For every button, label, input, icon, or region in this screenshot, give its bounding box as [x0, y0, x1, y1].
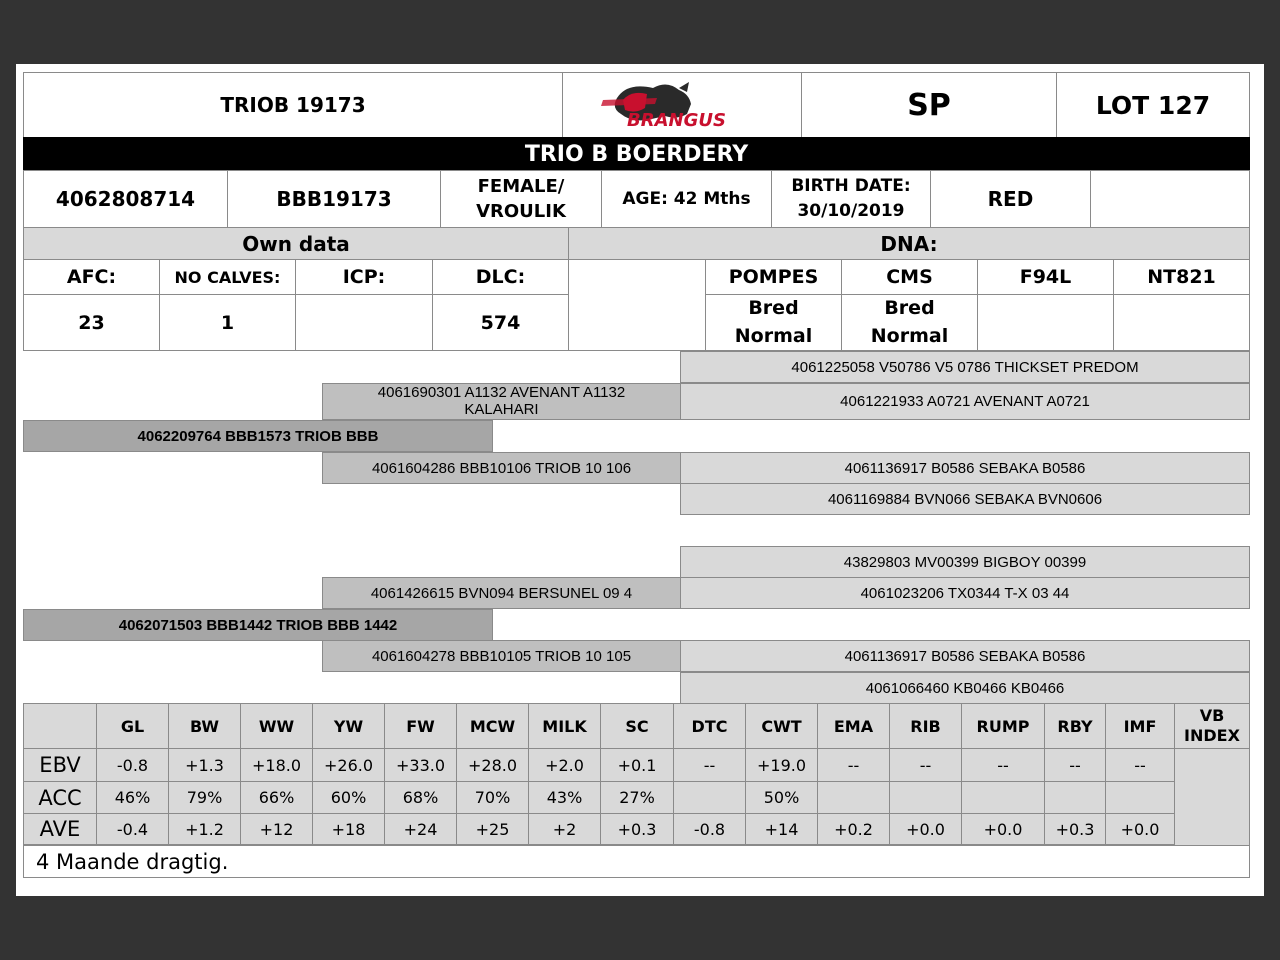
ebv-row-label: ACC — [23, 781, 97, 814]
ebv-cell: -- — [961, 748, 1045, 782]
ebv-cell: 27% — [600, 781, 674, 814]
own-data-title: Own data — [23, 227, 569, 260]
ebv-header-sc: SC — [600, 703, 674, 749]
birth-date-label: BIRTH DATE: — [791, 175, 911, 196]
ebv-corner — [23, 703, 97, 749]
no-calves-label: NO CALVES: — [159, 259, 296, 295]
pedigree-sire-sire: 4061690301 A1132 AVENANT A1132 KALAHARI — [322, 383, 681, 420]
vb-line1: VB — [1199, 706, 1225, 725]
ebv-cell: +0.1 — [600, 748, 674, 782]
comments: 4 Maande dragtig. — [23, 845, 1250, 878]
dna-blank — [568, 259, 706, 351]
ebv-cell: +1.3 — [168, 748, 241, 782]
ebv-header-rump: RUMP — [961, 703, 1045, 749]
birth-date-value: 30/10/2019 — [797, 201, 905, 221]
ebv-cell: -0.8 — [673, 813, 746, 845]
sex — [440, 170, 602, 228]
registration-number: 4062808714 — [23, 170, 228, 228]
ebv-cell: +33.0 — [384, 748, 457, 782]
ebv-cell: +2 — [528, 813, 601, 845]
ebv-header-cwt: CWT — [745, 703, 818, 749]
sex-line1: FEMALE/ — [477, 175, 565, 197]
ebv-header-ww: WW — [240, 703, 313, 749]
ebv-cell: +0.0 — [889, 813, 962, 845]
ebv-cell — [1044, 781, 1106, 814]
animal-id: TRIOB 19173 — [23, 72, 563, 138]
catalogue-card — [16, 64, 1264, 896]
ebv-header-bw: BW — [168, 703, 241, 749]
ebv-header-yw: YW — [312, 703, 385, 749]
ebv-header-milk: MILK — [528, 703, 601, 749]
brangus-logo — [562, 72, 802, 138]
vb-line2: INDEX — [1184, 726, 1240, 745]
ebv-cell: 50% — [745, 781, 818, 814]
sex-line2: VROULIK — [476, 201, 566, 222]
pedigree-sire: 4062209764 BBB1573 TRIOB BBB — [23, 420, 493, 452]
pedigree-sire-dam-sire: 4061136917 B0586 SEBAKA B0586 — [680, 452, 1250, 484]
ebv-header-fw: FW — [384, 703, 457, 749]
pedigree-sire-dam: 4061604286 BBB10106 TRIOB 10 106 — [322, 452, 681, 484]
ebv-cell: +12 — [240, 813, 313, 845]
ebv-cell: -- — [1105, 748, 1175, 782]
dna-value-line2: Normal — [870, 324, 949, 347]
colour: RED — [930, 170, 1091, 228]
dna-value-cms — [841, 294, 978, 351]
vb-index-header — [1174, 703, 1250, 749]
ebv-cell: +1.2 — [168, 813, 241, 845]
pedigree-sire-sire-dam: 4061221933 A0721 AVENANT A0721 — [680, 383, 1250, 420]
details-extra — [1090, 170, 1250, 228]
afc-value: 23 — [23, 294, 160, 351]
icp-label: ICP: — [295, 259, 433, 295]
lot-number: LOT 127 — [1056, 72, 1250, 138]
ebv-cell: -0.4 — [96, 813, 169, 845]
dna-title: DNA: — [568, 227, 1250, 260]
ebv-row-label: AVE — [23, 813, 97, 845]
icp-value — [295, 294, 433, 351]
ebv-cell: 43% — [528, 781, 601, 814]
ebv-cell: 79% — [168, 781, 241, 814]
ebv-cell — [961, 781, 1045, 814]
ebv-header-rby: RBY — [1044, 703, 1106, 749]
pedigree-dam-sire: 4061426615 BVN094 BERSUNEL 09 4 — [322, 577, 681, 609]
ebv-cell: +0.2 — [817, 813, 890, 845]
ebv-cell: 60% — [312, 781, 385, 814]
dna-label-pompes: POMPES — [705, 259, 842, 295]
dna-label-cms: CMS — [841, 259, 978, 295]
age: AGE: 42 Mths — [601, 170, 772, 228]
ebv-cell: +18 — [312, 813, 385, 845]
dna-value-line2: Normal — [734, 324, 813, 347]
dlc-value: 574 — [432, 294, 569, 351]
pedigree-sire-sire-sire: 4061225058 V50786 V5 0786 THICKSET PREDOM — [680, 351, 1250, 383]
birth-date — [771, 170, 931, 228]
ebv-header-mcw: MCW — [456, 703, 529, 749]
ebv-cell: +28.0 — [456, 748, 529, 782]
pedigree-dam-dam: 4061604278 BBB10105 TRIOB 10 105 — [322, 640, 681, 672]
pedigree-dam-dam-dam: 4061066460 KB0466 KB0466 — [680, 672, 1250, 704]
ebv-cell: 68% — [384, 781, 457, 814]
ebv-cell: +0.3 — [600, 813, 674, 845]
ebv-cell: +14 — [745, 813, 818, 845]
ebv-header-rib: RIB — [889, 703, 962, 749]
ebv-cell: +2.0 — [528, 748, 601, 782]
ebv-row-label: EBV — [23, 748, 97, 782]
ebv-cell: +26.0 — [312, 748, 385, 782]
ebv-cell: +19.0 — [745, 748, 818, 782]
ebv-cell — [673, 781, 746, 814]
pedigree-sire-dam-dam: 4061169884 BVN066 SEBAKA BVN0606 — [680, 483, 1250, 515]
ebv-cell: +24 — [384, 813, 457, 845]
ebv-cell: 66% — [240, 781, 313, 814]
ebv-cell: +0.3 — [1044, 813, 1106, 845]
svg-text:BRANGUS: BRANGUS — [627, 110, 726, 131]
ebv-cell: +0.0 — [961, 813, 1045, 845]
tag-number: BBB19173 — [227, 170, 441, 228]
breeder-banner: TRIO B BOERDERY — [23, 137, 1250, 171]
ebv-header-dtc: DTC — [673, 703, 746, 749]
dna-value-line1: Bred — [884, 296, 935, 319]
pedigree-dam-dam-sire: 4061136917 B0586 SEBAKA B0586 — [680, 640, 1250, 672]
ebv-cell — [817, 781, 890, 814]
ebv-cell: 70% — [456, 781, 529, 814]
ebv-header-imf: IMF — [1105, 703, 1175, 749]
ebv-header-gl: GL — [96, 703, 169, 749]
dna-value-f94l — [977, 294, 1114, 351]
pedigree-dam: 4062071503 BBB1442 TRIOB BBB 1442 — [23, 609, 493, 641]
ebv-cell — [889, 781, 962, 814]
dna-value-line1: Bred — [748, 296, 799, 319]
ebv-header-ema: EMA — [817, 703, 890, 749]
ebv-cell: -- — [817, 748, 890, 782]
ebv-cell: +0.0 — [1105, 813, 1175, 845]
ebv-cell: -- — [1044, 748, 1106, 782]
grade: SP — [801, 72, 1057, 138]
no-calves-value: 1 — [159, 294, 296, 351]
ebv-cell: +25 — [456, 813, 529, 845]
pedigree-dam-sire-dam: 4061023206 TX0344 T-X 03 44 — [680, 577, 1250, 609]
ebv-cell: +18.0 — [240, 748, 313, 782]
afc-label: AFC: — [23, 259, 160, 295]
ebv-cell: -0.8 — [96, 748, 169, 782]
ebv-cell: -- — [673, 748, 746, 782]
dlc-label: DLC: — [432, 259, 569, 295]
pedigree-dam-sire-sire: 43829803 MV00399 BIGBOY 00399 — [680, 546, 1250, 578]
dna-value-nt821 — [1113, 294, 1250, 351]
dna-value-pompes — [705, 294, 842, 351]
bull-logo-icon — [597, 76, 767, 134]
dna-label-nt821: NT821 — [1113, 259, 1250, 295]
ebv-cell: 46% — [96, 781, 169, 814]
dna-label-f94l: F94L — [977, 259, 1114, 295]
ebv-cell — [1105, 781, 1175, 814]
vb-index-value — [1174, 748, 1250, 846]
ebv-cell: -- — [889, 748, 962, 782]
